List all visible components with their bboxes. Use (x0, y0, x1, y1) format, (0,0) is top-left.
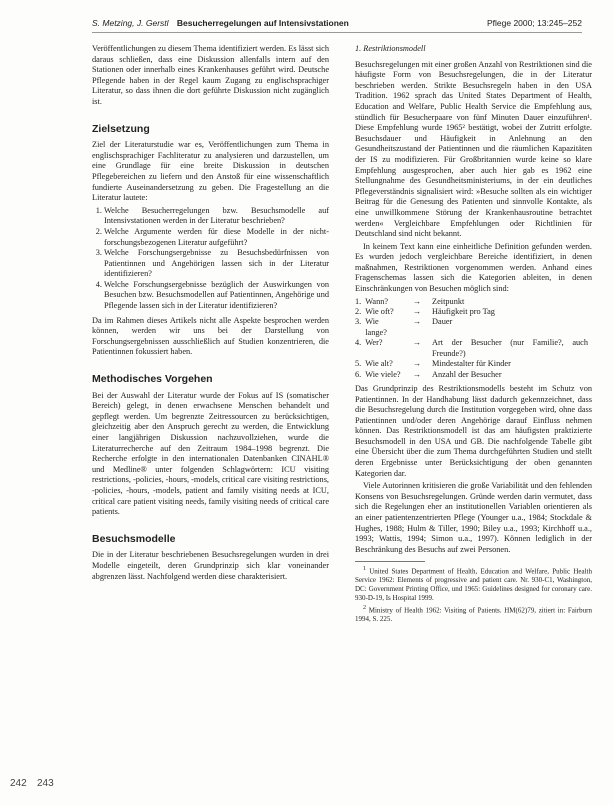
question-item: 3. Welche Forschungsergebnisse zu Besuchsbedürfnissen von Patientinnen und Angehörigen lassen sich in der Literatur identifizieren? (104, 248, 329, 280)
category-row (355, 370, 592, 380)
category-question: Wie viele? (365, 369, 401, 379)
restriction-paragraph-3: Das Grundprinzip des Restriktionsmodells besteht im Schutz von Patientinnen. In der Handhabung lässt dadurch gekennzeichnet, dass die Besuchsregelung durch die Institution vorgegeben wird, ohne dass Patientinnen und/oder deren Angehörige darauf Einfluss nehmen können. Das Restriktionsmodell ist das am häufigsten praktizierte Besuchsmodell in den USA und GB. Die nachfolgende Tabelle gibt eine Übersicht über die zum Thema durchgeführten Studien und stellt deren Ergebnisse unter Berücksichtigung der oben genannten Kategorien dar. (355, 383, 592, 478)
category-question: Wie alt? (365, 359, 393, 369)
footnote-divider (355, 561, 425, 562)
header-authors: S. Metzing, J. Gerstl (92, 18, 169, 28)
category-list (355, 297, 592, 380)
category-number: 2. (355, 307, 362, 317)
question-item: 4. Welche Forschungsergebnisse bezüglich der Auswirkungen von Besuchen bzw. Besuchsmodellen auf Patientinnen, Angehörige und Pflegende lassen sich in der Literatur identifizieren? (104, 280, 329, 312)
header-journal: Pflege 2000; 13:245–252 (486, 18, 582, 28)
category-row (355, 307, 592, 317)
category-label: Dauer (432, 317, 453, 327)
footnote-1-text: United States Department of Health, Education and Welfare, Public Health Service 1962: Elements of progressive and patient care. Nr. 930-C1, Washington, DC: Government Printing Office, und 1965: Guidelines designed for coronary care. 930-D-19, Is Hospital 1999. (355, 567, 593, 602)
category-question: Wie lange? (365, 317, 387, 337)
arrow-icon: → (412, 338, 422, 348)
zielsetzung-paragraph: Ziel der Literaturstudie war es, Veröffentlichungen zum Thema in englischsprachiger Fachliteratur zu analysieren und darzustellen, um eine Grundlage für eine breite Diskussion in deutschen Pflegebereichen zu liefern und den Anstoß für eine wissenschaftlich fundierte Auseinandersetzung zu geben. Die Fragestellung an die Literatur lautete: (92, 140, 329, 203)
arrow-icon: → (412, 359, 422, 369)
category-label: Häufigkeit pro Tag (432, 307, 495, 317)
restriction-paragraph-4: Viele Autorinnen kritisieren die große Variabilität und den fehlenden Konsens von Besuchsregelungen. Gründe werden darin vermutet, dass sich die Regelungen eher an institutionellen Variablen orientieren als an einer patientenzentrierten Pflege (Younger u.a., 1984; Stockdale & Hughes, 1988; Hulm & Tiller, 1990; Biley u.a., 1993; Kirchhoff u.a., 1993; Wattis, 1994; Simon u.a., 1997). Können lediglich in der Beschränkung des Besuchs auf zwei Personen. (355, 481, 592, 554)
footnote-2: $^2$ Ministry of Health 1962: Visiting of Patients. HM(62)79, zitiert in: Fairburn 1994, S. 225. (355, 605, 592, 624)
category-row (355, 317, 592, 338)
heading-zielsetzung: Zielsetzung (92, 122, 150, 135)
category-label: Zeitpunkt (432, 296, 465, 306)
methods-paragraph: Bei der Auswahl der Literatur wurde der Fokus auf IS (somatischer Bereich) gelegt, in denen erwachsene Menschen behandelt und gepflegt werden. Um begrenzte Zeitressourcen zu berücksichtigen, gleichzeitig aber den Anspruch gerecht zu werden, die Entwicklung einer langjährigen Diskussion nachzuvollziehen, wurde die Literaturrecherche auf den Zeitraum 1984–1998 begrenzt. Die Recherche erfolgte in den internationalen Datenbanken CINAHL® und Medline® unter folgenden Schlagwörtern: ICU visiting restrictions, -policies, -hours, -models, critical care visiting restrictions, -policies, -hours, -models, patient and family visiting needs at ICU, critical care patient visiting needs, family visiting needs of critical care patients. (92, 390, 329, 517)
arrow-icon: → (412, 317, 422, 327)
right-column (355, 44, 592, 626)
category-row (355, 359, 592, 369)
category-number: 6. (355, 369, 362, 379)
besuchsmodelle-paragraph: Die in der Literatur beschriebenen Besuchsregelungen wurden in drei Modelle eingeteilt, deren Grundprinzip sich klar voneinander abgrenzen lässt. Nachfolgend werden diese charakterisiert. (92, 550, 329, 581)
arrow-icon: → (412, 307, 422, 317)
category-label: Anzahl der Besucher (432, 369, 502, 379)
rahmen-paragraph: Da im Rahmen dieses Artikels nicht alle Aspekte besprochen werden können, werden wir uns bei der Darstellung von Forschungsergebnissen ausschließlich auf Studien konzentrieren, die Patientinnen fokussiert haben. (92, 315, 329, 357)
heading-methodisches-vorgehen: Methodisches Vorgehen (92, 373, 213, 386)
arrow-icon: → (412, 296, 422, 306)
category-number: 3. (355, 317, 362, 327)
footnote-1: $^1$ United States Department of Health, Education and Welfare, Public Health Service 1962: Elements of progressive and patient care. Nr. 930-C1, Washington, DC: Government Printing Office, und 1965: Guidelines designed for coronary care. 930-D-19, Is Hospital 1999. (355, 566, 593, 602)
question-item: 2. Welche Argumente werden für diese Modelle in der nicht-forschungsbezogenen Literatur aufgeführt? (104, 227, 329, 248)
category-question: Wie oft? (365, 307, 394, 317)
category-number: 4. (355, 338, 362, 348)
category-row (355, 297, 592, 307)
category-number: 1. (355, 296, 362, 306)
category-label: Art der Besucher (nur Familie?, auch Freunde?) (432, 338, 588, 358)
question-item: 1. Welche Besucherregelungen bzw. Besuchsmodelle auf Intensivstationen werden in der Literatur beschrieben? (104, 206, 329, 227)
page-number-right: 243 (37, 778, 54, 789)
category-question: Wann? (365, 296, 389, 306)
category-label: Mindestalter für Kinder (432, 359, 511, 369)
restriction-paragraph-2: In keinem Text kann eine einheitliche Definition gefunden werden. Es wurden jedoch vergleichbare Bereiche identifiziert, in denen maßnahmen, Restriktionen vorgenommen werden. Anhand eines Fragenschemas lassen sich die Kategorien ableiten, in denen Einschränkungen von Besuchen möglich sind: (355, 241, 592, 294)
heading-besuchsmodelle: Besuchsmodelle (92, 532, 176, 545)
left-column (92, 44, 329, 584)
question-list (92, 206, 329, 312)
category-number: 5. (355, 359, 362, 369)
category-question: Wer? (365, 338, 383, 348)
category-row (355, 338, 592, 359)
subheading-restriktionsmodell: 1. Restriktionsmodell (355, 44, 426, 53)
footnote-2-text: Ministry of Health 1962: Visiting of Patients. HM(62)79, zitiert in: Fairburn 1994, S. 225. (355, 606, 592, 624)
running-header (92, 18, 582, 33)
intro-paragraph: Veröffentlichungen zu diesem Thema identifiziert werden. Es lässt sich daraus schließen, dass eine Diskussion allenfalls intern auf den Stationen oder innerhalb eines Krankenhauses geführt wird. Deutsche Pflegende haben in der Regel kaum Zugang zu englischsprachiger Literatur, so dass ihnen die dort geführte Diskussion nicht zugänglich ist. (92, 44, 329, 106)
page-number-left: 242 (10, 778, 27, 789)
arrow-icon: → (412, 369, 422, 379)
restriction-paragraph-1: Besuchsregelungen mit einer großen Anzahl von Restriktionen sind die häufigste Form von Besuchsregelungen, die in der Literatur beschrieben werden. Strikte Besuchsregeln haben in den USA Tradition. 1962 sprach das United States Department of Health, Education and Welfare, Public Health Service die Empfehlung aus, stündlich für Besucherpaare von fünf Minuten Dauer einzuführen¹. Diese Empfehlung wurde 1965² bestätigt, wobei der Zutritt erfolgte. Besuchsdauer und Häufigkeit in Anlehnung an den Gesundheitszustand der Patientinnen und die räumlichen Kapazitäten der IS zu modifizieren. Für Großbritannien wurde keine so klare Empfehlung ausgesprochen, aber auch hier gab es 1962 eine Stellungnahme des Gesundheitsministeriums, in der ein deutliches Pflegeverständnis signalisiert wird: »Besuche sollten als ein wichtiger Beitrag für die Genesung des Patienten und sinnvolle Kontakte, als eine unwillkommene Störung der Krankenhausroutine betrachtet werden« Vergleichbare Empfehlungen oder Richtlinien für Deutschland sind nicht bekannt. (355, 59, 592, 239)
header-title: Besucherregelungen auf Intensivstationen (176, 18, 349, 28)
